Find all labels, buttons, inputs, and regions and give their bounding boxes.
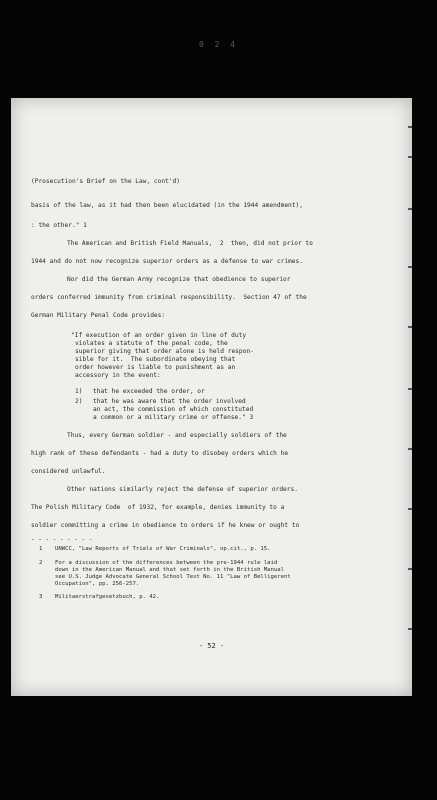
quote-item-line: an act, the commission of which constituted bbox=[93, 406, 254, 413]
footnote-line: UNWCC, "Law Reports of Trials of War Criminals", op.cit., p. 15. bbox=[55, 546, 271, 552]
footnote-number: 3 bbox=[39, 594, 43, 600]
quote-line: violates a statute of the penal code, the bbox=[75, 340, 228, 347]
footnote-line: Occupation", pp. 256-257. bbox=[55, 581, 140, 587]
edge-mark bbox=[408, 568, 412, 570]
body-line: high rank of these defendants - had a duty to disobey orders which he bbox=[31, 450, 289, 457]
quote-line: sible for it. The subordinate obeying that bbox=[75, 356, 236, 363]
edge-mark bbox=[408, 448, 412, 450]
quote-item-line: a common or a military crime or offense." 3 bbox=[93, 414, 254, 421]
body-line: The Polish Military Code of 1932, for example, denies immunity to a bbox=[31, 504, 285, 511]
edge-mark bbox=[408, 508, 412, 510]
body-line: Other nations similarly reject the defense of superior orders. bbox=[67, 486, 298, 493]
edge-mark bbox=[408, 208, 412, 210]
top-mark: 0 2 4 bbox=[198, 40, 239, 49]
quote-line: superior giving that order alone is held respon- bbox=[75, 348, 254, 355]
body-line: 1944 and do not now recognize superior orders as a defense to war crimes. bbox=[31, 258, 303, 265]
body-line: Thus, every German soldier - and especially soldiers of the bbox=[67, 432, 287, 439]
footnote-line: For a discussion of the differences between the pre-1944 rule laid bbox=[55, 560, 278, 566]
quote-line: accessory in the event: bbox=[75, 372, 161, 379]
heading: (Prosecution's Brief on the Law, cont'd) bbox=[31, 178, 181, 185]
quote-line: "If execution of an order given in line of duty bbox=[71, 332, 247, 339]
page-number: - 52 - bbox=[198, 642, 225, 650]
footnote-line: see U.S. Judge Advocate General School Text No. 11 "Law of Belligerent bbox=[55, 574, 291, 580]
quote-item-line: that he exceeded the order, or bbox=[93, 388, 205, 395]
edge-mark bbox=[408, 628, 412, 630]
edge-mark bbox=[408, 156, 412, 158]
edge-mark bbox=[408, 266, 412, 268]
document-page bbox=[11, 98, 412, 696]
body-line: orders conferred immunity from criminal responsibility. Section 47 of the bbox=[31, 294, 307, 301]
body-line: Nor did the German Army recognize that obedience to superior bbox=[67, 276, 291, 283]
quote-item-number: 1) bbox=[75, 388, 83, 395]
body-line: soldier committing a crime in obedience to orders if he knew or ought to bbox=[31, 522, 300, 529]
quote-line: order however is liable to punishment as an bbox=[75, 364, 236, 371]
footnote-number: 1 bbox=[39, 546, 43, 552]
quote-item-line: that he was aware that the order involved bbox=[93, 398, 246, 405]
body-line: considered unlawful. bbox=[31, 468, 106, 475]
edge-mark bbox=[408, 388, 412, 390]
edge-mark bbox=[408, 126, 412, 128]
body-line: basis of the law, as it had then been elucidated (in the 1944 amendment), bbox=[31, 202, 303, 209]
footnote-separator: - - - - - - - - - bbox=[31, 536, 93, 543]
footnote-line: Militaerstrafgesetzbuch, p. 42. bbox=[55, 594, 160, 600]
edge-mark bbox=[408, 326, 412, 328]
footnote-number: 2 bbox=[39, 560, 43, 566]
body-line: : the other." 1 bbox=[31, 222, 87, 229]
footnote-line: down in the American Manual and that set forth in the British Manual bbox=[55, 567, 285, 573]
body-line: German Military Penal Code provides: bbox=[31, 312, 166, 319]
body-line: The American and British Field Manuals, 2 then, did not prior to bbox=[67, 240, 313, 247]
quote-item-number: 2) bbox=[75, 398, 83, 405]
